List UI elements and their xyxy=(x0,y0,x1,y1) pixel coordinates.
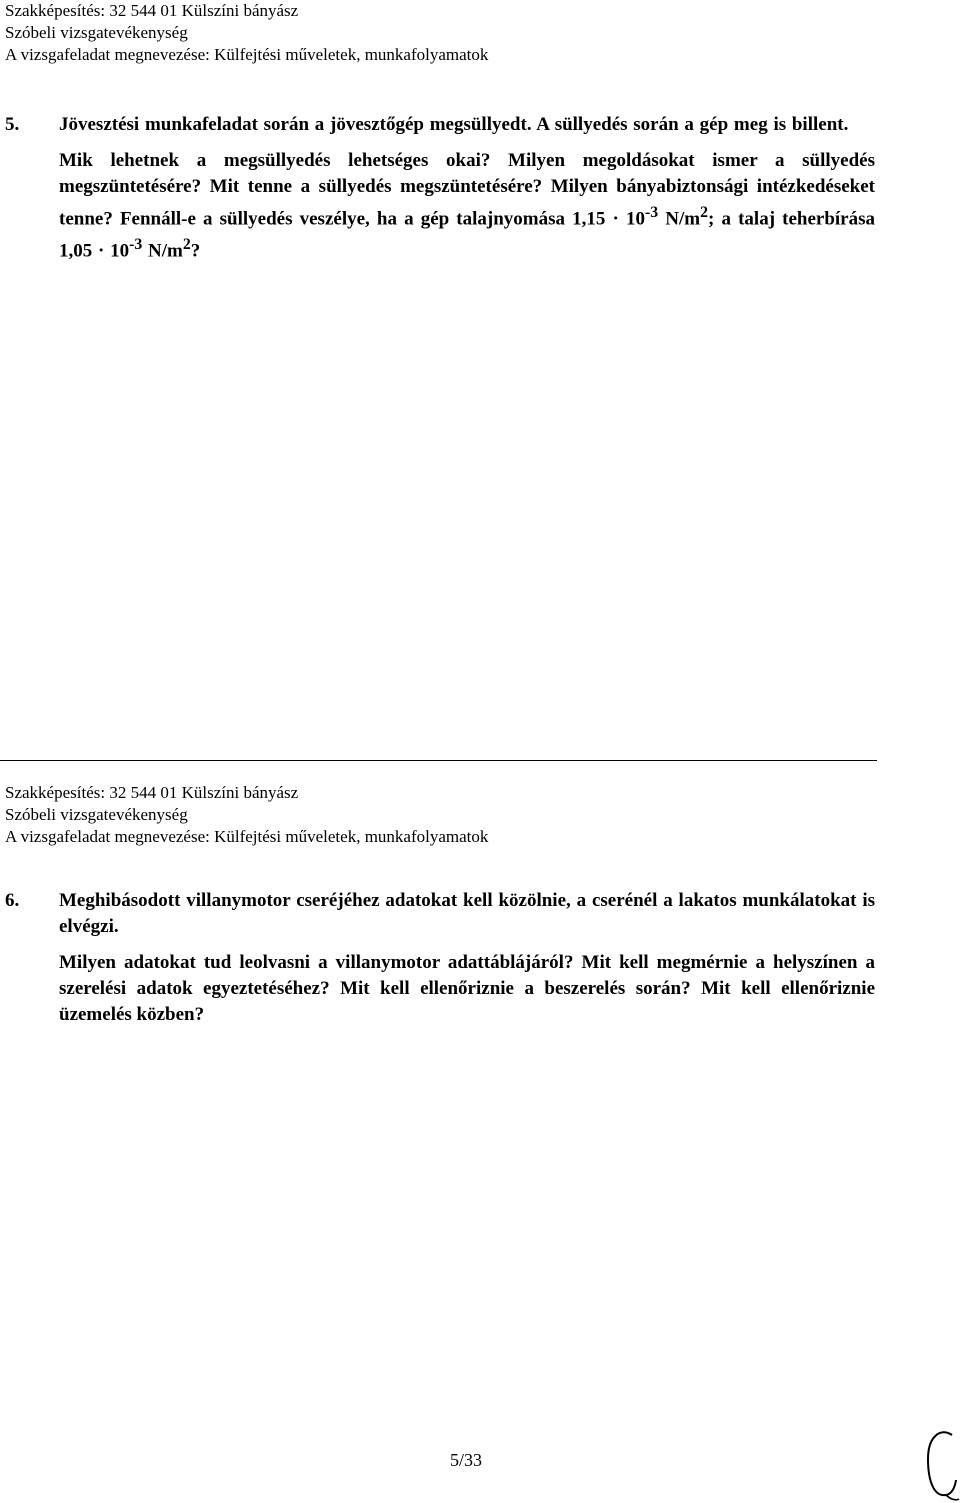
header-exam-type: Szóbeli vizsgatevékenység xyxy=(5,805,188,824)
page-header-bottom xyxy=(5,782,488,848)
square-2: 2 xyxy=(182,236,191,254)
question-number: 6. xyxy=(5,890,20,911)
handwritten-signature xyxy=(922,1425,960,1503)
header-exam-type: Szóbeli vizsgatevékenység xyxy=(5,23,188,42)
header-task-name: A vizsgafeladat megnevezése: Külfejtési műveletek, munkafolyamatok xyxy=(5,45,489,64)
question-5 xyxy=(5,112,875,265)
question-intro: Jövesztési munkafeladat során a jövesztőgép megsüllyedt. A süllyedés során a gép meg is billent. xyxy=(59,114,849,135)
unit-2: N/m xyxy=(142,240,183,262)
header-task-name: A vizsgafeladat megnevezése: Külfejtési műveletek, munkafolyamatok xyxy=(5,827,489,846)
page-number: 5/33 xyxy=(449,1450,482,1470)
question-6 xyxy=(5,888,875,1028)
question-body: Milyen adatokat tud leolvasni a villanymotor adattáblájáról? Mit kell megmérnie a helyszínen a szerelési adatok egyeztetéséhez? Mit kell ellenőriznie a beszerelés során? Mit kell ellenőriznie üzemelés közben? xyxy=(59,952,875,1025)
question-body xyxy=(59,148,875,265)
footer-separator xyxy=(0,760,877,761)
exponent-1: -3 xyxy=(644,204,659,221)
page-header-top xyxy=(5,0,488,66)
question-body-end: ? xyxy=(190,240,201,262)
header-qualification: Szakképesítés: 32 544 01 Külszíni bányász xyxy=(5,1,299,20)
square-1: 2 xyxy=(700,204,709,221)
unit-1: N/m xyxy=(658,208,701,230)
question-body-text-1: Mik lehetnek a megsüllyedés lehetséges okai? Milyen megoldásokat ismer a süllyedés megszüntetésére? Mit tenne a süllyedés megszüntetésére? Milyen bányabiztonsági intézkedéseket tenne? Fennáll-e a süllyedés veszélye, ha a gép talajnyomása 1,15 · 10 xyxy=(59,150,875,230)
question-number: 5. xyxy=(5,114,20,135)
question-intro: Meghibásodott villanymotor cseréjéhez adatokat kell közölnie, a cserénél a lakatos munkálatokat is elvégzi. xyxy=(59,890,875,937)
header-qualification: Szakképesítés: 32 544 01 Külszíni bányász xyxy=(5,783,299,802)
exponent-2: -3 xyxy=(129,236,143,254)
question-body-text-2: ; a talaj teherbírása 1,05 · 10 xyxy=(59,208,876,262)
